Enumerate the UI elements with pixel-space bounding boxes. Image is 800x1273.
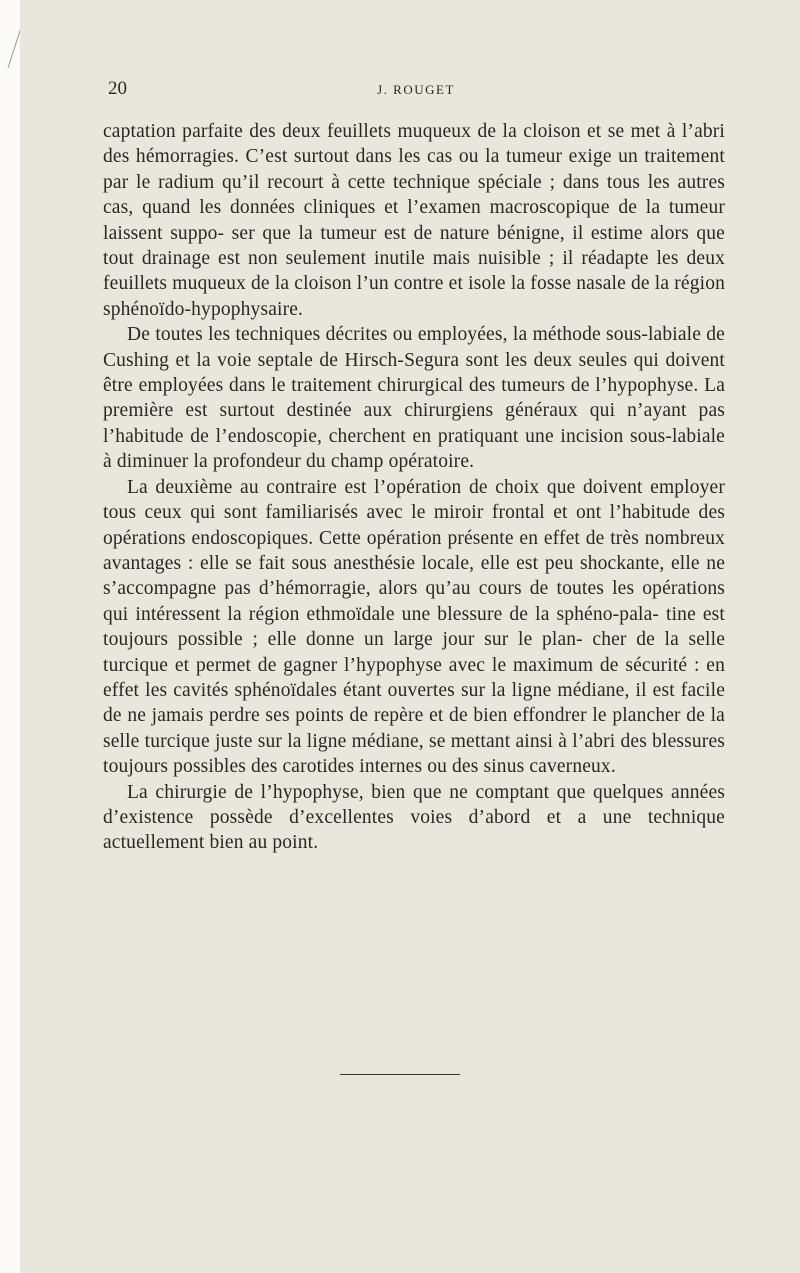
body-text: [103, 119, 725, 856]
paragraph-techniques: De toutes les techniques décrites ou employées, la méthode sous-labiale de Cushing et la voie septale de Hirsch-Segura sont les deux seules qui doivent être employées dans le traitement chirurgical des tumeurs de l’hypophyse. La première est surtout destinée aux chirurgiens généraux qui n’ayant pas l’habitude de l’endoscopie, cherchent en pratiquant une incision sous-labiale à diminuer la profondeur du champ opératoire.: [103, 324, 725, 473]
paragraph-septal-route: La deuxième au contraire est l’opération de choix que doivent employer tous ceux qui sont familiarisés avec le miroir frontal et ont l’habitude des opérations endoscopiques. Cette opération présente en effet de très nombreux avantages : elle se fait sous anesthésie locale, elle est peu shockante, elle ne s’accompagne pas d’hémorragie, alors qu’au cours de toutes les opérations qui intéressent la région ethmoïdale une blessure de la sphéno-pala- tine est toujours possible ; elle donne un large jour sur le plan- cher de la selle turcique et permet de gagner l’hypophyse avec le maximum de sécurité : en effet les cavités sphénoïdales étant ouvertes sur la ligne médiane, il est facile de ne jamais perdre ses points de repère et de bien effondrer le plancher de la selle turcique juste sur la ligne médiane, se mettant ainsi à l’abri des blessures toujours possibles des carotides internes ou des sinus caverneux.: [103, 476, 725, 778]
page-number: 20: [108, 78, 127, 99]
page-header: [108, 78, 724, 102]
paragraph-continuation: captation parfaite des deux feuillets muqueux de la cloison et se met à l’abri des hémorragies. C’est surtout dans les cas ou la tumeur exige un traitement par le radium qu’il recourt à cette technique spéciale ; dans tous les autres cas, quand les données cliniques et l’examen macroscopique de la tumeur laissent suppo- ser que la tumeur est de nature bénigne, il estime alors que tout drainage est non seulement inutile mais nuisible ; il réadapte les deux feuillets muqueux de la cloison l’un contre et isole la fosse nasale de la région sphénoïdo-hypophysaire.: [103, 121, 725, 320]
paragraph-conclusion: La chirurgie de l’hypophyse, bien que ne comptant que quelques années d’existence possède d’excellentes voies d’abord et a une technique actuellement bien au point.: [103, 781, 725, 854]
scan-margin: [0, 0, 20, 1273]
section-end-rule: [340, 1074, 460, 1075]
running-head: J. ROUGET: [377, 82, 455, 97]
